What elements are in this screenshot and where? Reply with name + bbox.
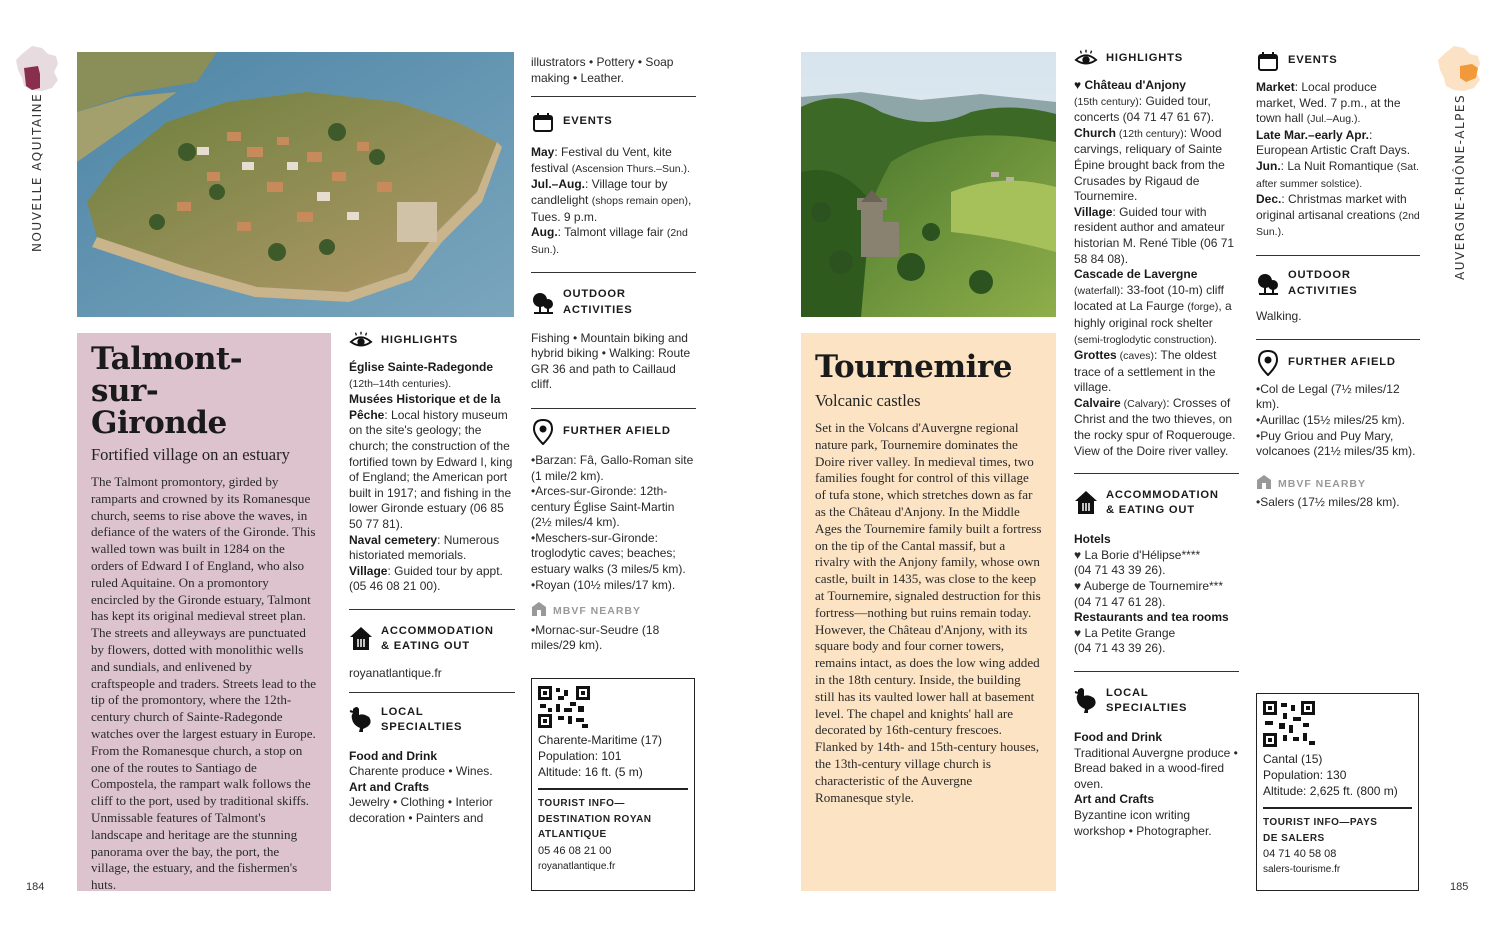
- page-title: Tournemire: [815, 349, 1012, 385]
- local-specialties-heading: LOCAL SPECIALTIES: [1074, 686, 1239, 716]
- rooster-icon: [1074, 686, 1098, 714]
- page-number: 185: [1450, 881, 1469, 893]
- highlights-heading: HIGHLIGHTS: [349, 330, 515, 352]
- talmont-info-card: [531, 678, 695, 891]
- divider: [1074, 473, 1239, 474]
- info-department: Cantal (15): [1263, 752, 1323, 766]
- page-number: 184: [26, 881, 45, 893]
- map-pin-icon: [531, 421, 555, 443]
- tournemire-info-card: [1256, 693, 1419, 891]
- mbvf-logo-icon: [531, 601, 547, 623]
- france-map-auvergne-rhone-alpes: [1436, 44, 1484, 94]
- intro-text: The Talmont promontory, girded by ramparts and crowned by its Romanesque church, seems to rise above the waves, in defiance of the waters of the Gironde. This walled town was built in 1284 on the orders of Edward I of England, who also ruled Aquitaine. On a promontory encircled by the Gironde estuary, Talmont has kept its original medieval street plan. The streets and alleyways are punctuated by flowers, dotted with monolithic wells and sundials, and enlivened by craftspeople and traders. Streets lead to the tip of the promontory, where the 12th-century church of Sainte-Radegonde watches over the largest estuary in Europe. From the Romanesque church, a stop on one of the routes to Santiago de Compostela, the rampart walk follows the cliff to the port, used by traditional skiffs. Unmissable features of Talmont's landscape and heritage are the stunning panorama over the bay, the port, the village, the estuary, and the fishermen's huts.: [91, 474, 317, 893]
- intro-text: Set in the Volcans d'Auvergne regional nature park, Tournemire dominates the Doire river valley. In medieval times, two families fought for control of this village of tufa stone, which stretches down as far as the Château d'Anjony. In the Middle Ages the Tournemire family built a fortress on the tip of the Cantal massif, but a rivalry with the Anjony family, whose own castle, built in 1435, was close to the keep at Tournemire, signaled destruction for this fortress—nothing but ruins remain today. However, the Château d'Anjony, with its square body and four corner towers, remains intact, as does the low wing added in the 18th century. Inside, the building still has its vaulted lower hall at basement level. The chapel and knights' hall are decorated by 16th-century frescoes. Flanked by 14th- and 15th-century houses, the 13th-century village church is characteristic of the Auvergne Romanesque style.: [815, 420, 1042, 805]
- highlights-heading: HIGHLIGHTS: [1074, 48, 1239, 70]
- house-fork-icon: [349, 624, 373, 652]
- accommodation-heading: ACCOMMODATION & EATING OUT: [1074, 488, 1239, 518]
- tourist-info-phone: 04 71 40 58 08: [1263, 848, 1337, 860]
- region-label: NOUVELLE AQUITAINE: [30, 92, 44, 252]
- tournemire-info-column: [1074, 48, 1239, 839]
- further-afield-heading: FURTHER AFIELD: [1256, 352, 1420, 374]
- page-title: Talmont-sur-Gironde: [91, 341, 243, 441]
- outdoor-activities-text: Walking.: [1256, 309, 1302, 324]
- highlight-list: ♥ Château d'Anjony (15th century): Guided tour, concerts (04 71 47 61 67). Church (12th century): Wood carvings, reliquary of Sainte Épine brought back from the Crusades by Rigaud de Tournemire. Village: Guided tour with resident author and amateur historian M. René Tible (06 71 58 84 08). Cascade de Lavergne (waterfall): 33-foot (10-m) cliff located at La Faurge (forge), a highly original rock shelter (semi-troglodytic construction). Grottes (caves): The oldest trace of a settlement in the village. Calvaire (Calvary): Crosses of Christ and the two thieves, on the rocky spur of Roquerouge. View of the Doire river valley.: [1074, 78, 1236, 458]
- accommodation-heading: ACCOMMODATION & EATING OUT: [349, 624, 515, 654]
- divider: [531, 408, 696, 409]
- divider: [531, 272, 696, 273]
- page-subtitle: Volcanic castles: [815, 391, 921, 410]
- divider: [1256, 255, 1420, 256]
- talmont-side-column: [531, 55, 696, 654]
- tourist-info-website[interactable]: royanatlantique.fr: [538, 860, 616, 872]
- mbvf-nearby-list: •Mornac-sur-Seudre (18 miles/29 km).: [531, 622, 660, 653]
- events-heading: EVENTS: [531, 111, 696, 133]
- outdoor-activities-heading: OUTDOOR ACTIVITIES: [1256, 268, 1420, 299]
- highlight-list: Église Sainte-Radegonde (12th–14th centuries). Musées Historique et de la Pêche: Local history museum on the site's geology; the church; the construction of the fortified town by Edward I, king of England; the American port built in 1917; and fishing in the lower Gironde estuary (06 85 50 77 81). Naval cemetery: Numerous historiated memorials. Village: Guided tour by appt. (05 46 08 21 00).: [349, 360, 513, 594]
- events-list: May: Festival du Vent, kite festival (Ascension Thurs.–Sun.). Jul.–Aug.: Village tour by candlelight (shops remain open), Tues. 9 p.m. Aug.: Talmont village fair (2nd Sun.).: [531, 145, 692, 256]
- info-department: Charente-Maritime (17): [538, 733, 663, 747]
- page-subtitle: Fortified village on an estuary: [91, 445, 290, 464]
- tourist-info-website[interactable]: salers-tourisme.fr: [1263, 864, 1341, 875]
- calendar-icon: [531, 111, 555, 133]
- house-fork-icon: [1074, 488, 1098, 516]
- crafts-continued: illustrators • Pottery • Soap making • Leather.: [531, 55, 674, 85]
- info-population: Population: 130: [1263, 768, 1347, 782]
- calendar-icon: [1256, 50, 1280, 72]
- local-specialties-list: Food and Drink Traditional Auvergne produce • Bread baked in a wood-fired oven. Art and Crafts Byzantine icon writing workshop • Photographer.: [1074, 730, 1238, 838]
- outdoor-activities-text: Fishing • Mountain biking and hybrid biking • Walking: Route GR 36 and path to Caillaud cliff.: [531, 330, 691, 392]
- events-list: Market: Local produce market, Wed. 7 p.m., at the town hall (Jul.–Aug.). Late Mar.–early Apr.: European Artistic Craft Days. Jun.: La Nuit Romantique (Sat. after summer solstice). Dec.: Christmas market with original artisanal creations (2nd Sun.).: [1256, 80, 1420, 239]
- local-specialties-heading: LOCAL SPECIALTIES: [349, 705, 515, 735]
- tournemire-intro-box: [801, 333, 1056, 891]
- local-specialties-list: Food and Drink Charente produce • Wines. Art and Crafts Jewelry • Clothing • Interior decoration • Painters and: [349, 748, 493, 825]
- divider: [1263, 807, 1412, 809]
- divider: [349, 692, 515, 693]
- map-pin-icon: [1256, 352, 1280, 374]
- trees-icon: [531, 292, 555, 314]
- divider: [531, 96, 696, 97]
- mbvf-logo-icon: [1256, 474, 1272, 496]
- talmont-info-column: [349, 330, 515, 826]
- divider: [349, 609, 515, 610]
- further-afield-heading: FURTHER AFIELD: [531, 421, 696, 443]
- info-altitude: Altitude: 2,625 ft. (800 m): [1263, 784, 1398, 798]
- tourist-info-label: TOURIST INFO— DESTINATION ROYAN ATLANTIQUE: [538, 798, 652, 840]
- events-heading: EVENTS: [1256, 50, 1420, 72]
- mbvf-nearby-heading: MBVF NEARBY: [1256, 474, 1420, 496]
- outdoor-activities-heading: OUTDOOR ACTIVITIES: [531, 287, 696, 318]
- divider: [538, 788, 688, 790]
- tourist-info-phone: 05 46 08 21 00: [538, 844, 612, 857]
- mbvf-nearby-heading: MBVF NEARBY: [531, 601, 696, 623]
- mbvf-nearby-list: •Salers (17½ miles/28 km).: [1256, 495, 1400, 510]
- eye-icon: [349, 330, 373, 352]
- qr-code: [1263, 701, 1315, 747]
- further-afield-list: •Col de Legal (7½ miles/12 km). •Aurillac (15½ miles/25 km). •Puy Griou and Puy Mary, volcanoes (21½ miles/35 km).: [1256, 381, 1416, 459]
- accommodation-website: royanatlantique.fr: [349, 665, 442, 680]
- rooster-icon: [349, 705, 373, 733]
- divider: [1074, 671, 1239, 672]
- trees-icon: [1256, 273, 1280, 295]
- talmont-intro-box: [77, 333, 331, 891]
- talmont-aerial-photo: [77, 52, 514, 317]
- region-label: AUVERGNE-RHÔNE-ALPES: [1453, 93, 1467, 280]
- tournemire-side-column: [1256, 50, 1420, 511]
- tourist-info-label: TOURIST INFO—PAYS DE SALERS: [1263, 817, 1378, 844]
- info-population: Population: 101: [538, 749, 622, 763]
- tournemire-landscape-photo: [801, 52, 1056, 317]
- further-afield-list: •Barzan: Fâ, Gallo-Roman site (1 mile/2 km). •Arces-sur-Gironde: 12th-century Église Saint-Martin (2½ miles/4 km). •Meschers-sur-Gironde: troglodytic caves; beaches; estuary walks (3 miles/5 km). •Royan (10½ miles/17 km).: [531, 452, 694, 592]
- divider: [1256, 339, 1420, 340]
- accommodation-list: Hotels ♥ La Borie d'Hélipse**** (04 71 43 39 26). ♥ Auberge de Tournemire*** (04 71 47 61 28). Restaurants and tea rooms ♥ La Petite Grange (04 71 43 39 26).: [1074, 532, 1229, 656]
- qr-code: [538, 686, 590, 728]
- france-map-nouvelle-aquitaine: [14, 44, 62, 94]
- info-altitude: Altitude: 16 ft. (5 m): [538, 765, 643, 779]
- eye-icon: [1074, 48, 1098, 70]
